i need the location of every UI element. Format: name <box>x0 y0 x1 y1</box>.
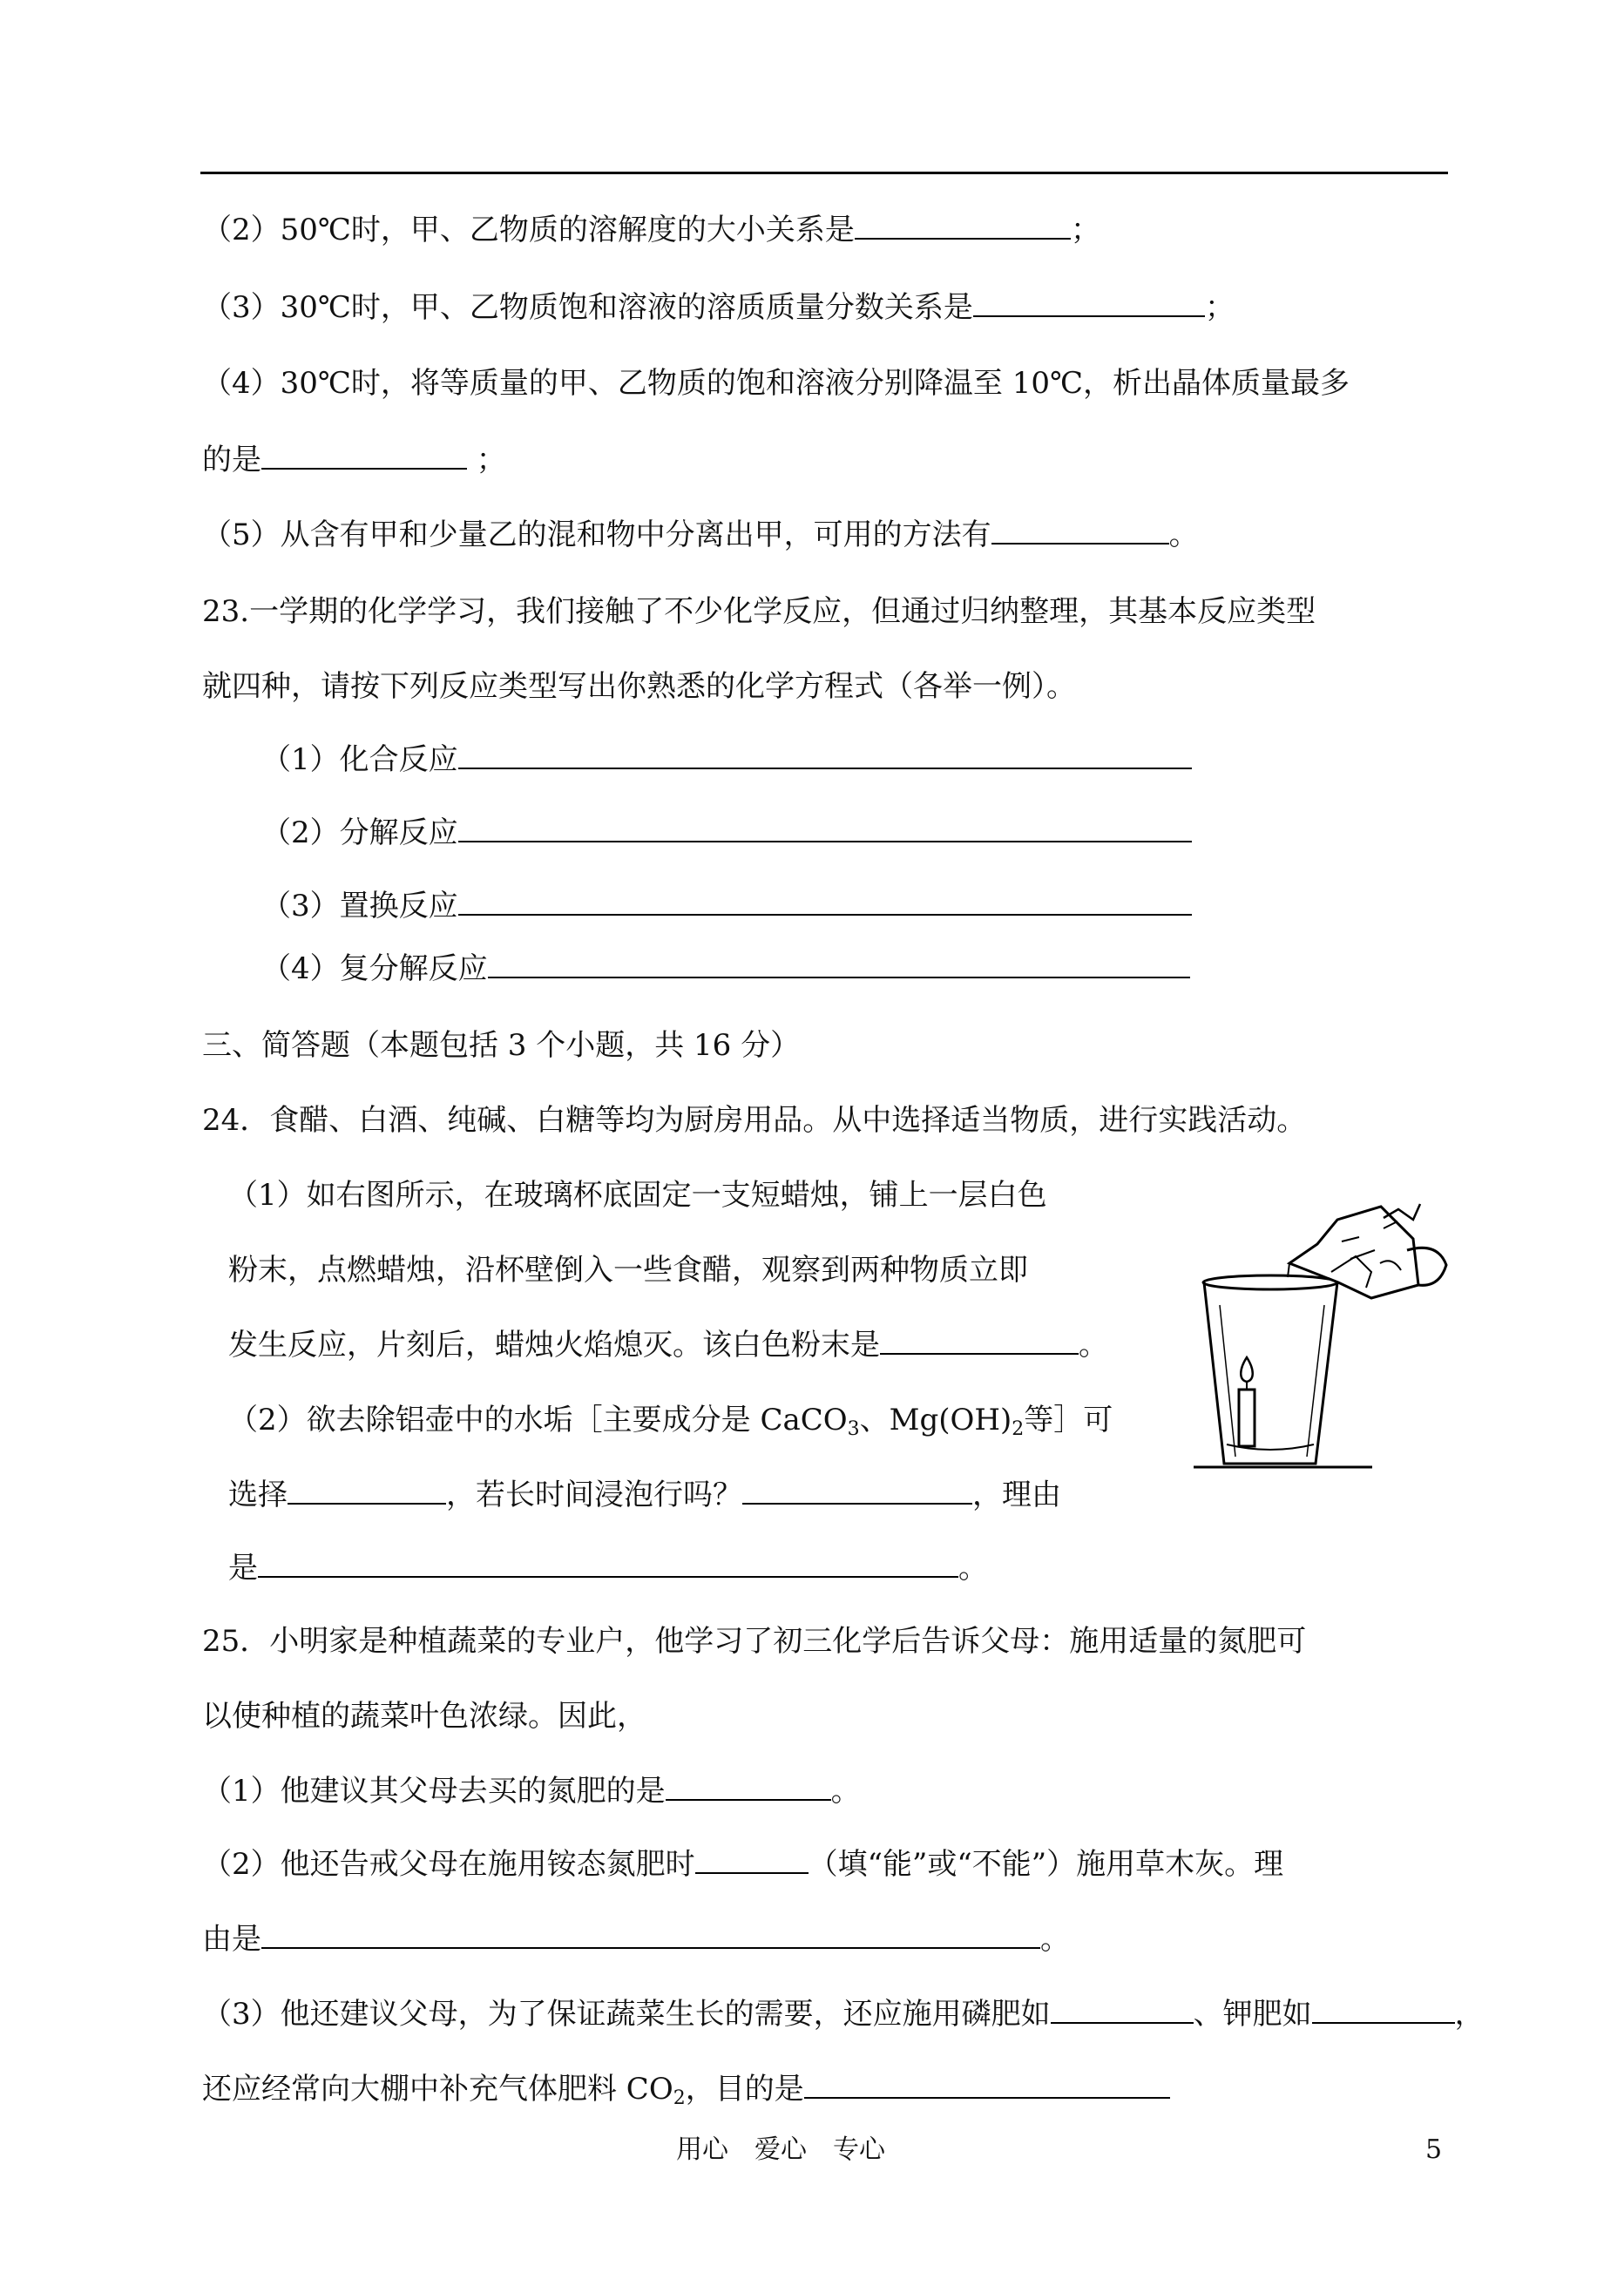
q23-item: （1）化合反应 <box>261 741 1192 779</box>
answer-blank[interactable] <box>458 815 1192 842</box>
q23-line-2: 就四种，请按下列反应类型写出你熟悉的化学方程式（各举一例）。 <box>202 669 1076 704</box>
answer-blank[interactable] <box>695 1846 809 1874</box>
q22-line-5: （5）从含有甲和少量乙的混和物中分离出甲，可用的方法有 。 <box>202 517 1199 552</box>
q24-line-1: 24．食醋、白酒、纯碱、白糖等均为厨房用品。从中选择适当物质，进行实践活动。 <box>202 1103 1307 1138</box>
q22-line-2: （2）50℃时，甲、乙物质的溶解度的大小关系是 ； <box>202 213 1100 247</box>
q24-line-2: （1）如右图所示，在玻璃杯底固定一支短蜡烛，铺上一层白色 <box>228 1178 1047 1213</box>
answer-blank[interactable] <box>880 1327 1079 1355</box>
q25-line-6: （3）他还建议父母，为了保证蔬菜生长的需要，还应施用磷肥如 、钾肥如 ， <box>202 1997 1485 2032</box>
answer-blank[interactable] <box>458 741 1192 769</box>
q25-line-3: （1）他建议其父母去买的氮肥的是 。 <box>202 1774 861 1809</box>
answer-blank[interactable] <box>991 517 1169 545</box>
q24-line-3: 粉末，点燃蜡烛，沿杯壁倒入一些食醋，观察到两种物质立即 <box>228 1253 1028 1288</box>
q22-line-4: （4）30℃时，将等质量的甲、乙物质的饱和溶液分别降温至 10℃，析出晶体质量最多 <box>202 366 1350 401</box>
q25-line-5: 由是 。 <box>202 1922 1070 1957</box>
q22-line-3: （3）30℃时，甲、乙物质饱和溶液的溶质质量分数关系是 ； <box>202 290 1235 325</box>
answer-blank[interactable] <box>261 442 467 470</box>
answer-blank[interactable] <box>1051 1996 1194 2024</box>
answer-blank[interactable] <box>855 212 1071 240</box>
answer-blank[interactable] <box>288 1477 446 1505</box>
q23-item: （3）置换反应 <box>261 887 1192 925</box>
footer-motto: 用心 爱心 专心 <box>676 2134 885 2165</box>
q22-line-4-cont: 的是 ； <box>202 443 506 477</box>
answer-blank[interactable] <box>804 2071 1170 2099</box>
answer-blank[interactable] <box>488 950 1190 978</box>
q24-line-5: （2）欲去除铝壶中的水垢［主要成分是 CaCO$_3$、$Mg(OH)_2$等］可 <box>228 1403 1113 1440</box>
q24-line-7: 是 。 <box>228 1551 988 1586</box>
glass-icon <box>1203 1275 1337 1464</box>
q23-item: （2）分解反应 <box>261 814 1192 852</box>
candle-icon <box>1239 1357 1255 1446</box>
header-rule <box>200 172 1448 174</box>
q25-line-2: 以使种植的蔬菜叶色浓绿。因此， <box>202 1699 646 1734</box>
answer-blank[interactable] <box>742 1477 972 1505</box>
q25-line-1: 25．小明家是种植蔬菜的专业户，他学习了初三化学后告诉父母：施用适量的氮肥可 <box>202 1624 1307 1659</box>
answer-blank[interactable] <box>1312 1996 1455 2024</box>
q25-line-4: （2）他还告戒父母在施用铵态氮肥时 （填“能”或“不能”）施用草木灰。理 <box>202 1847 1284 1882</box>
answer-blank[interactable] <box>458 888 1192 916</box>
page-number: 5 <box>1425 2134 1443 2165</box>
candle-glass-illustration <box>1185 1202 1464 1498</box>
q23-item: （4）复分解反应 <box>261 950 1190 988</box>
pouring-beaker-icon <box>1288 1204 1446 1298</box>
q24-line-6: 选择 ，若长时间浸泡行吗？ ，理由 <box>228 1478 1061 1512</box>
q25-line-7: 还应经常向大棚中补充气体肥料 $CO_2$，目的是 <box>202 2070 1170 2118</box>
answer-blank[interactable] <box>666 1773 831 1801</box>
q24-line-4: 发生反应，片刻后，蜡烛火焰熄灭。该白色粉末是 。 <box>228 1328 1108 1363</box>
answer-blank[interactable] <box>261 1921 1040 1949</box>
q23-line-1: 23.一学期的化学学习，我们接触了不少化学反应，但通过归纳整理，其基本反应类型 <box>202 594 1316 629</box>
answer-blank[interactable] <box>258 1550 958 1578</box>
section-heading: 三、简答题（本题包括 3 个小题，共 16 分） <box>202 1028 801 1063</box>
answer-blank[interactable] <box>973 289 1205 317</box>
